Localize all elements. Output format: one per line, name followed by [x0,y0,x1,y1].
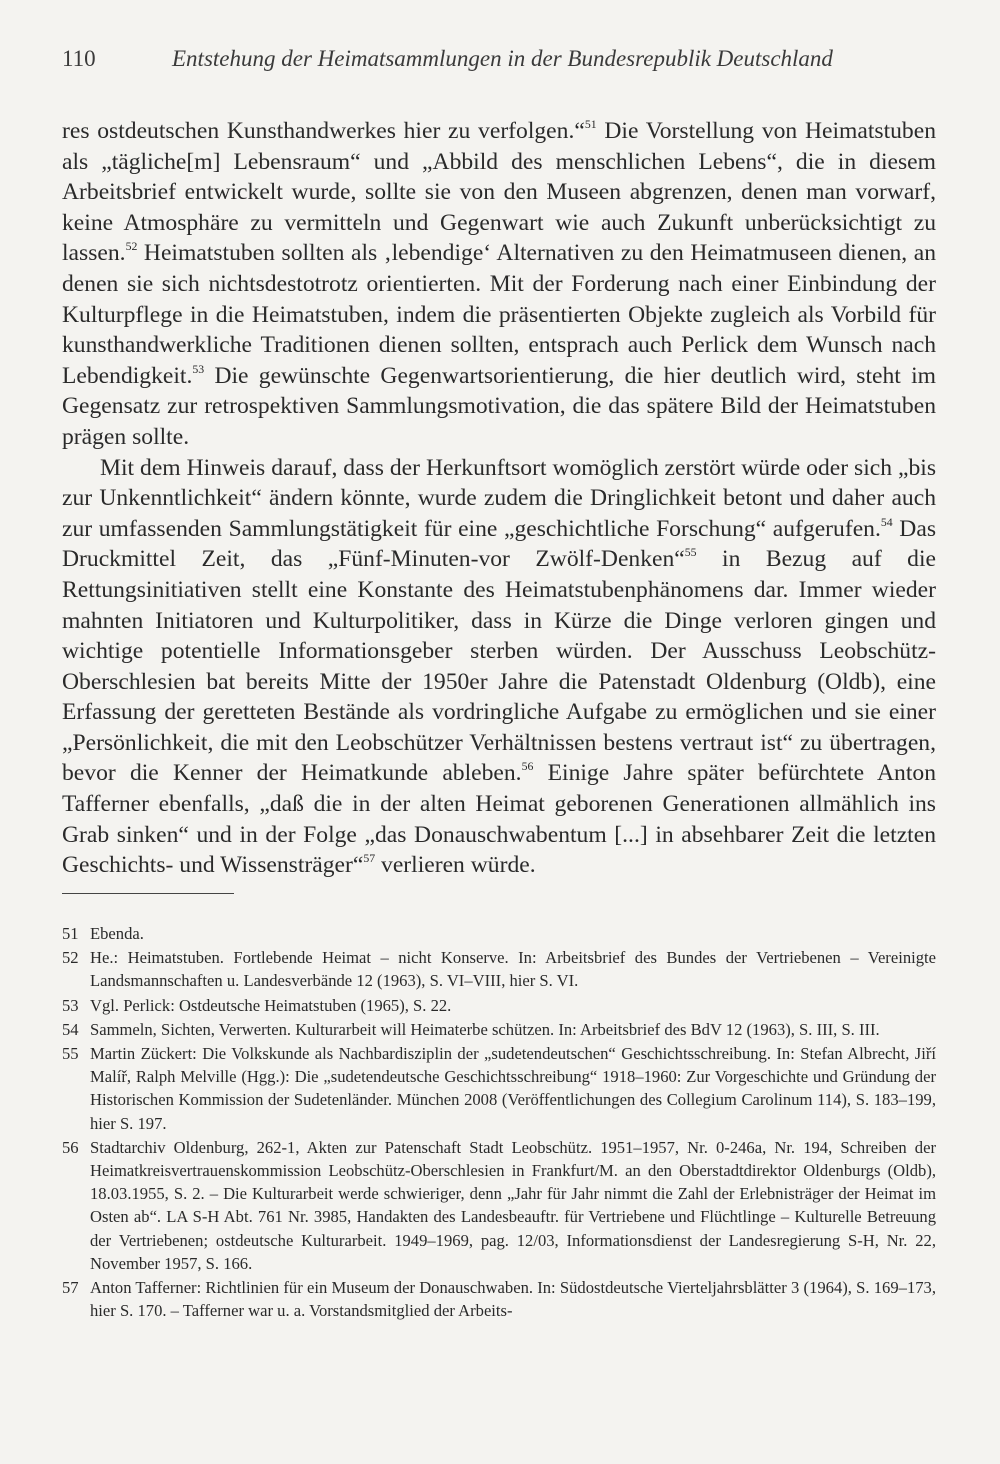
text-segment: Die gewünschte Gegenwartsorientierung, die hier deutlich wird, steht im Gegensatz zur retrospektiven Sammlungsmotivation, die das spätere Bild der Heimatstuben prägen sollte. [62,362,936,450]
paragraph-1 [62,116,936,453]
page-header [62,44,842,74]
text-segment: res ostdeutschen Kunsthandwerkes hier zu verfolgen.“ [62,118,585,144]
text-segment: Die Vorstellung von Heimatstuben als „tägliche[m] Lebensraum“ und „Abbild des menschlichen Lebens“, die in diesem Arbeitsbrief entwickelt wurde, sollte sie von den Museen abgrenzen, denen man vorwarf, keine Atmosphäre zu vermitteln und Gegenwart wie auch Zukunft unberücksichtigt zu lassen. [62,118,936,267]
footnote-number: 51 [62,924,79,943]
footnote-separator [62,893,234,894]
footnote [62,994,936,1017]
footnote-number: 53 [62,995,79,1015]
footnote [62,922,936,945]
footnote-text: Stadtarchiv Oldenburg, 262-1, Akten zur Patenschaft Stadt Leobschütz. 1951–1957, Nr. 0-246a, Nr. 194, Schreiben der Heimatkreisvertrauenskommission Leobschütz-Oberschlesien in Frankfurt/M. an den Oberstadtdirektor Oldenburgs (Oldb), 18.03.1955, S. 2. – Die Kulturarbeit werde schwieriger, denn „Jahr für Jahr nimmt die Zahl der Erlebnisträger der Heimat im Osten ab“. LA S-H Abt. 761 Nr. 3985, Handakten des Landesbeauftr. für Vertriebene und Flüchtlinge – Kulturelle Betreuung der Vertriebenen; ostdeutsche Kulturarbeit. 1949–1969, pag. 12/03, Informationsdienst der Landesregierung S-H, Nr. 22, November 1957, S. 166. [90,1137,936,1273]
footnote-number: 55 [62,1044,79,1064]
footnote-ref: 55 [684,545,697,560]
footnote [62,1042,936,1135]
footnote [62,1276,936,1322]
footnote-text: He.: Heimatstuben. Fortlebende Heimat – nicht Konserve. In: Arbeitsbrief des Bundes der Vertriebenen – Vereinigte Landsmannschaften u. Landesverbände 12 (1963), S. VI–VIII, hier S. VI. [90,948,936,991]
footnote-ref: 51 [584,116,597,131]
footnote-ref: 54 [880,514,893,529]
text-segment: in Bezug auf die Rettungsinitiativen stellt eine Konstante des Heimatstubenphänomens dar. Immer wieder mahnten Initiatoren und Kulturpolitiker, dass in Kürze die Dinge verloren gingen und wichtige potentielle Informationsgeber sterben würden. Der Ausschuss Leobschütz-Oberschlesien bat bereits Mitte der 1950er Jahre die Patenstadt Oldenburg (Oldb), eine Erfassung der geretteten Bestände als vordringliche Aufgabe zu ermöglichen und sie einer „Persönlichkeit, die mit den Leobschützer Verhältnissen bestens vertraut ist“ zu übertragen, bevor die Kenner der Heimatkunde ableben. [62,546,936,787]
footnote-text: Anton Tafferner: Richtlinien für ein Museum der Donauschwaben. In: Südostdeutsche Vierteljahrsblätter 3 (1964), S. 169–173, hier S. 170. – Tafferner war u. a. Vorstandsmitglied der Arbeits- [90,1278,936,1321]
footnote-text: Vgl. Perlick: Ostdeutsche Heimatstuben (1965), S. 22. [90,995,452,1015]
footnote-text: Martin Zückert: Die Volkskunde als Nachbardisziplin der „sudetendeutschen“ Geschichtsschreibung. In: Stefan Albrecht, Jiří Malíř, Ralph Melville (Hgg.): Die „sudetendeutsche Geschichtsschreibung“ 1918–1960: Zur Vorgeschichte und Gründung der Historischen Kommission der Sudetenländer. München 2008 (Veröffentlichungen des Collegium Carolinum 114), S. 183–199, hier S. 197. [90,1044,936,1133]
footnote-number: 57 [62,1278,79,1298]
running-title: Entstehung der Heimatsammlungen in der Bundesrepublik Deutschland [172,46,833,71]
footnote [62,1018,936,1041]
footnote [62,1136,936,1275]
footnotes [62,922,936,1322]
footnote-ref: 56 [521,759,534,774]
body-text [62,116,936,881]
footnote-number: 56 [62,1137,79,1157]
text-segment: Das Druckmittel Zeit, das „Fünf-Minuten-vor Zwölf-Denken“ [62,515,936,573]
footnote-number: 52 [62,948,79,968]
footnote-text: Sammeln, Sichten, Verwerten. Kulturarbeit will Heimaterbe schützen. In: Arbeitsbrief des BdV 12 (1963), S. III, S. III. [90,1019,880,1039]
footnote-ref: 57 [363,851,376,866]
footnote [62,946,936,992]
footnote-text: Ebenda. [90,924,144,943]
text-segment: Mit dem Hinweis darauf, dass der Herkunftsort womöglich zerstört würde oder sich „bis zur Unkenntlichkeit“ ändern könnte, wurde zudem die Dringlichkeit betont und daher auch zur umfassenden Sammlungstätigkeit für eine „geschichtliche Forschung“ aufgerufen. [62,454,936,542]
text-segment: Heimatstuben sollten als ‚lebendige‘ Alternativen zu den Heimatmuseen dienen, an denen sie sich nichtsdestotrotz orientierten. Mit der Forderung nach einer Einbindung der Kulturpflege in die Heimatstuben, indem die präsentierten Objekte zugleich als Vorbild für kunsthandwerkliche Traditionen dienen sollten, entsprach auch Perlick dem Wunsch nach Lebendigkeit. [62,240,936,389]
text-segment: Einige Jahre später befürchtete Anton Tafferner ebenfalls, „daß die in der alten Heimat geborenen Generationen allmählich ins Grab sinken“ und in der Folge „das Donauschwabentum [...] in absehbarer Zeit die letzten Geschichts- und Wissensträger“ [62,760,936,879]
footnote-ref: 53 [192,361,205,376]
footnote-number: 54 [62,1019,79,1039]
footnote-ref: 52 [125,239,138,254]
paragraph-2 [62,453,936,881]
page-number: 110 [62,46,96,71]
text-segment: verlieren würde. [375,852,536,879]
